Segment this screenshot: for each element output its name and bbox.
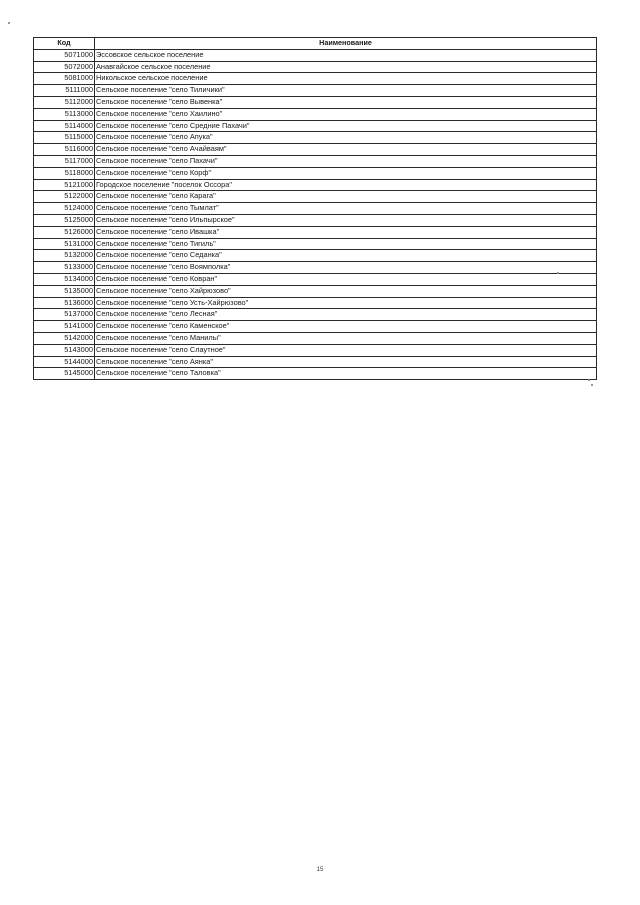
row-code: 5118000 [34,167,95,179]
table-row [34,191,597,203]
scan-speck [8,22,10,24]
row-name: Сельское поселение "село Слаутное" [95,344,597,356]
table-row [34,49,597,61]
row-name: Сельское поселение "село Карага" [95,191,597,203]
row-name: Сельское поселение "село Корф" [95,167,597,179]
row-name: Эссовское сельское поселение [95,49,597,61]
row-name: Сельское поселение "село Ачайваям" [95,144,597,156]
row-code: 5131000 [34,238,95,250]
table-row [34,273,597,285]
row-name: Городское поселение "поселок Оссора" [95,179,597,191]
row-code: 5142000 [34,332,95,344]
table-row [34,297,597,309]
table-row [34,285,597,297]
table-row [34,120,597,132]
row-name: Сельское поселение "село Вывенка" [95,96,597,108]
row-code: 5122000 [34,191,95,203]
row-code: 5136000 [34,297,95,309]
header-name: Наименование [95,38,597,50]
table-row [34,132,597,144]
row-name: Сельское поселение "село Воямполка" [95,262,597,274]
table-row [34,144,597,156]
table-row [34,179,597,191]
table-row [34,96,597,108]
row-code: 5133000 [34,262,95,274]
scan-speck [557,272,559,274]
row-name: Сельское поселение "село Аянка" [95,356,597,368]
codes-table [33,37,597,380]
table-header-row [34,38,597,50]
row-code: 5145000 [34,368,95,380]
table-row [34,321,597,333]
row-code: 5121000 [34,179,95,191]
table-row [34,332,597,344]
table-row [34,368,597,380]
row-name: Никольское сельское поселение [95,73,597,85]
row-name: Сельское поселение "село Тиличики" [95,85,597,97]
row-name: Сельское поселение "село Тигиль" [95,238,597,250]
row-name: Сельское поселение "село Пахачи" [95,155,597,167]
row-code: 5113000 [34,108,95,120]
row-code: 5116000 [34,144,95,156]
row-name: Сельское поселение "село Апука" [95,132,597,144]
table-row [34,344,597,356]
row-name: Сельское поселение "село Ильпырское" [95,214,597,226]
row-code: 5144000 [34,356,95,368]
page-number: 15 [316,867,324,873]
row-code: 5134000 [34,273,95,285]
row-name: Сельское поселение "село Лесная" [95,309,597,321]
row-code: 5125000 [34,214,95,226]
row-code: 5137000 [34,309,95,321]
table-row [34,226,597,238]
row-code: 5072000 [34,61,95,73]
row-name: Сельское поселение "село Тымлат" [95,203,597,215]
table-body [34,49,597,379]
row-code: 5126000 [34,226,95,238]
row-name: Сельское поселение "село Средние Пахачи" [95,120,597,132]
row-code: 5141000 [34,321,95,333]
table-row [34,262,597,274]
row-code: 5115000 [34,132,95,144]
row-code: 5081000 [34,73,95,85]
row-name: Сельское поселение "село Таловка" [95,368,597,380]
row-code: 5071000 [34,49,95,61]
table-row [34,108,597,120]
table-row [34,356,597,368]
table-row [34,73,597,85]
row-code: 5117000 [34,155,95,167]
table-row [34,309,597,321]
scan-speck [591,384,593,386]
row-name: Сельское поселение "село Седанка" [95,250,597,262]
row-code: 5135000 [34,285,95,297]
row-code: 5111000 [34,85,95,97]
row-name: Сельское поселение "село Ивашка" [95,226,597,238]
row-name: Анавгайское сельское поселение [95,61,597,73]
row-name: Сельское поселение "село Манилы" [95,332,597,344]
row-name: Сельское поселение "село Хаилино" [95,108,597,120]
scan-speck [588,379,590,381]
row-name: Сельское поселение "село Усть-Хайрюзово" [95,297,597,309]
row-code: 5112000 [34,96,95,108]
row-name: Сельское поселение "село Хайрюзово" [95,285,597,297]
table-row [34,155,597,167]
table-row [34,167,597,179]
table-row [34,203,597,215]
table-row [34,238,597,250]
row-name: Сельское поселение "село Ковран" [95,273,597,285]
row-code: 5124000 [34,203,95,215]
table-row [34,214,597,226]
header-code: Код [34,38,95,50]
table-row [34,250,597,262]
row-code: 5114000 [34,120,95,132]
row-code: 5143000 [34,344,95,356]
row-name: Сельское поселение "село Каменское" [95,321,597,333]
row-code: 5132000 [34,250,95,262]
table-row [34,85,597,97]
table-row [34,61,597,73]
